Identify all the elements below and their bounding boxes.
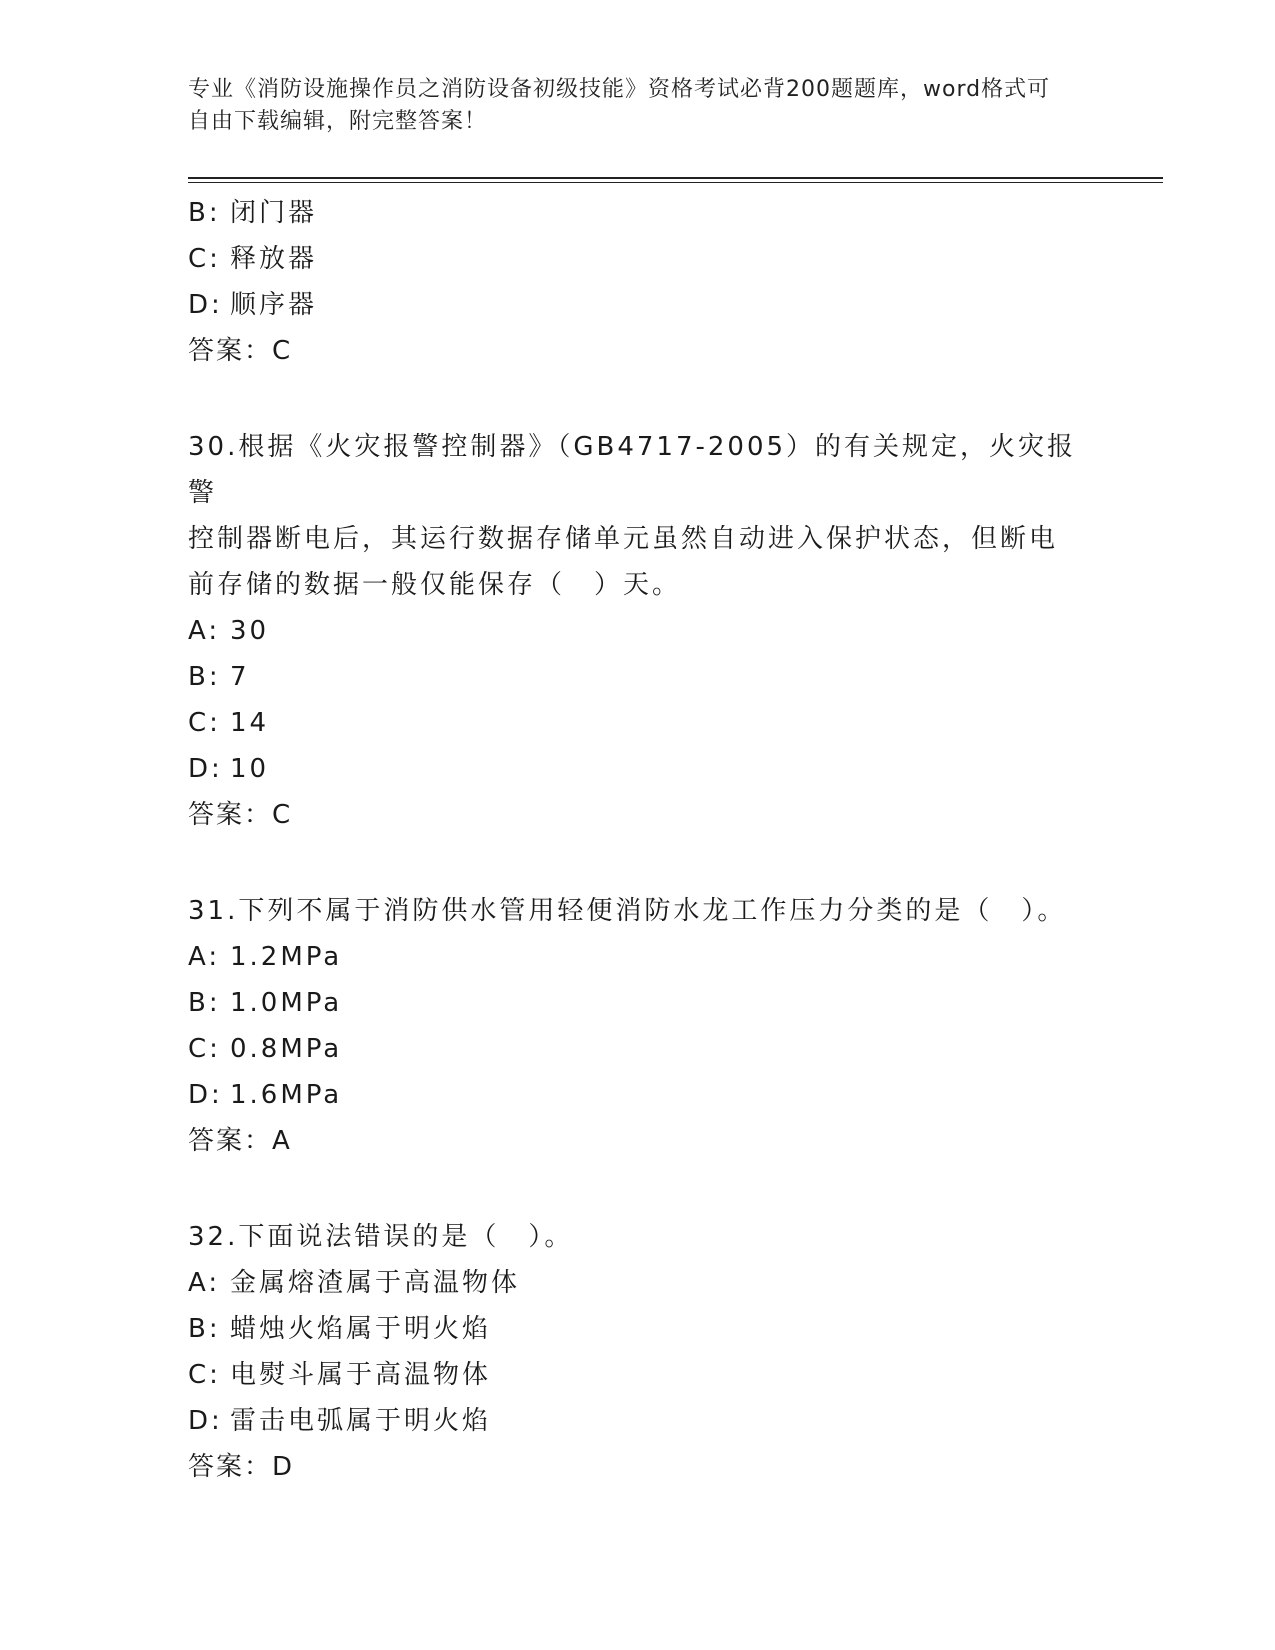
option-text: 1.0MPa <box>230 988 343 1018</box>
option-label: A: <box>188 616 221 646</box>
option-c <box>188 1352 1088 1398</box>
option-label: D: <box>188 754 223 784</box>
option-label: D: <box>188 1406 223 1436</box>
option-text: 顺序器 <box>230 290 318 320</box>
answer: 答案：C <box>188 800 293 830</box>
option-d <box>188 282 1088 328</box>
question-stem-line: 31.下列不属于消防供水管用轻便消防水龙工作压力分类的是（ ）。 <box>188 896 1067 926</box>
option-c <box>188 236 1088 282</box>
option-label: B: <box>188 198 221 228</box>
question-32 <box>188 1214 1088 1490</box>
option-a <box>188 608 1088 654</box>
option-text: 0.8MPa <box>230 1034 343 1064</box>
option-d <box>188 746 1088 792</box>
document-body <box>188 190 1088 1540</box>
option-label: A: <box>188 942 221 972</box>
option-a <box>188 1260 1088 1306</box>
question-stem-line: 32.下面说法错误的是（ ）。 <box>188 1222 574 1252</box>
option-b <box>188 654 1088 700</box>
option-text: 1.2MPa <box>230 942 343 972</box>
document-header: 专业《消防设施操作员之消防设备初级技能》资格考试必背200题题库，word格式可自由下载编辑，附完整答案！ <box>188 77 1051 134</box>
option-label: B: <box>188 988 221 1018</box>
option-text: 金属熔渣属于高温物体 <box>230 1268 521 1298</box>
option-b <box>188 980 1088 1026</box>
option-text: 10 <box>230 754 270 784</box>
option-text: 雷击电弧属于明火焰 <box>230 1406 492 1436</box>
option-c <box>188 700 1088 746</box>
header-divider-thin <box>188 182 1163 183</box>
question-31 <box>188 888 1088 1164</box>
option-text: 电熨斗属于高温物体 <box>230 1360 492 1390</box>
answer: 答案：C <box>188 336 293 366</box>
answer: 答案：A <box>188 1126 292 1156</box>
option-label: C: <box>188 1034 221 1064</box>
question-stem-line: 前存储的数据一般仅能保存（ ）天。 <box>188 570 682 600</box>
option-d <box>188 1398 1088 1444</box>
option-text: 释放器 <box>230 244 318 274</box>
question-stem-line: 控制器断电后，其运行数据存储单元虽然自动进入保护状态，但断电 <box>188 524 1059 554</box>
option-text: 30 <box>230 616 270 646</box>
option-text: 7 <box>230 662 250 692</box>
question-stem-line: 30.根据《火灾报警控制器》（GB4717-2005）的有关规定，火灾报警 <box>188 432 1077 508</box>
answer: 答案：D <box>188 1452 295 1482</box>
option-label: D: <box>188 1080 223 1110</box>
question-30 <box>188 424 1088 838</box>
option-d <box>188 1072 1088 1118</box>
option-label: C: <box>188 708 221 738</box>
option-text: 闭门器 <box>230 198 318 228</box>
option-label: B: <box>188 1314 221 1344</box>
option-text: 蜡烛火焰属于明火焰 <box>230 1314 492 1344</box>
option-label: D: <box>188 290 223 320</box>
option-label: B: <box>188 662 221 692</box>
option-label: C: <box>188 1360 221 1390</box>
option-b <box>188 1306 1088 1352</box>
option-c <box>188 1026 1088 1072</box>
option-label: A: <box>188 1268 221 1298</box>
option-label: C: <box>188 244 221 274</box>
option-b <box>188 190 1088 236</box>
header-divider <box>188 177 1163 179</box>
question-29-partial <box>188 190 1088 374</box>
option-a <box>188 934 1088 980</box>
option-text: 1.6MPa <box>230 1080 343 1110</box>
option-text: 14 <box>230 708 270 738</box>
